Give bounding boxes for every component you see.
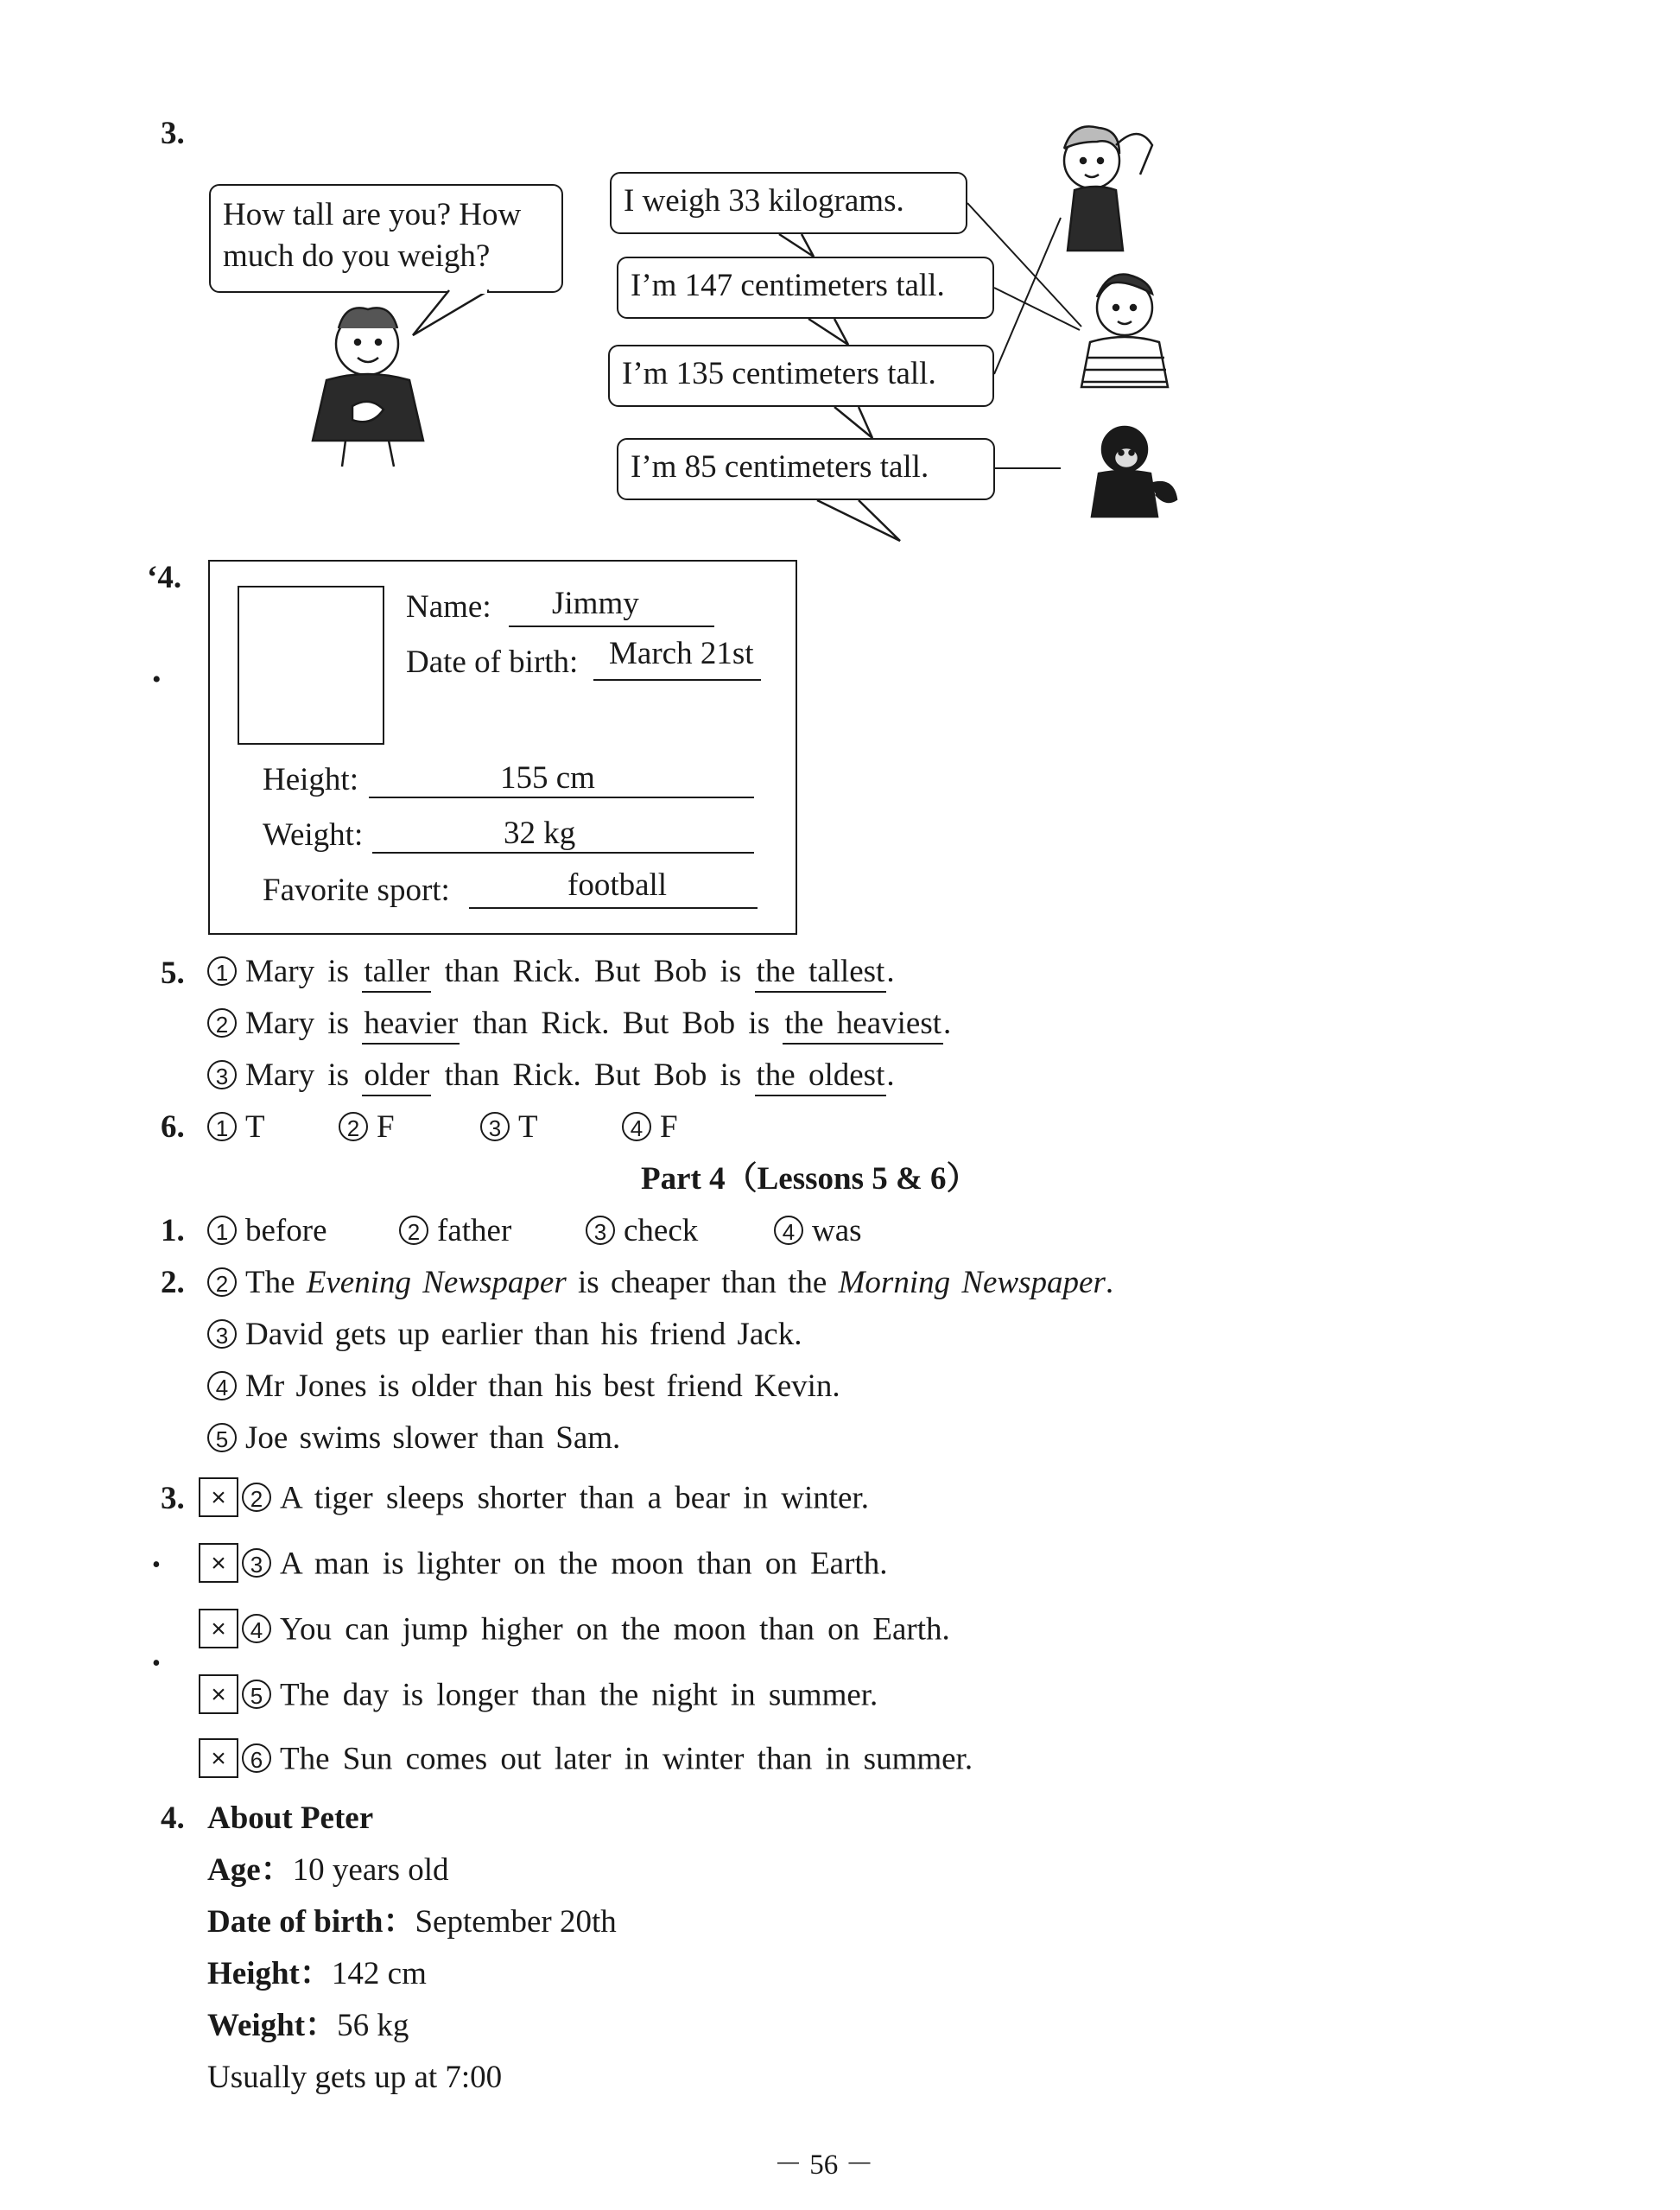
answer-bubble-1: I weigh 33 kilograms. xyxy=(610,172,967,234)
peter-note: Usually gets up at 7:00 xyxy=(207,2060,503,2095)
part4-question-4-number: 4. xyxy=(161,1800,185,1836)
answer-bubble-tail-1 xyxy=(779,234,814,257)
part-4-heading: Part 4（Lessons 5 & 6） xyxy=(641,1161,979,1197)
p4q3-item-3: × 4 You can jump higher on the moon than on Earth. xyxy=(199,1612,950,1652)
striped-shirt-boy-icon xyxy=(1081,275,1168,387)
p4q2-item-2: 3 David gets up earlier than his friend Jack. xyxy=(207,1318,802,1352)
peter-dob: Date of birth：September 20th xyxy=(207,1904,617,1940)
weight-label: Weight: xyxy=(263,817,364,853)
question-bubble-tail xyxy=(413,290,489,335)
dob-line xyxy=(593,679,761,681)
question-4-number: ‘4. xyxy=(147,560,182,595)
q6-item-4: 4 F xyxy=(622,1111,678,1145)
p4q3-item-2: × 3 A man is lighter on the moon than on Earth. xyxy=(199,1546,887,1586)
height-value: 155 cm xyxy=(500,760,595,796)
sport-label: Favorite sport: xyxy=(263,873,450,908)
photo-placeholder xyxy=(238,586,384,745)
margin-dot: • xyxy=(152,1552,161,1578)
profile-card xyxy=(208,560,797,935)
dob-value: March 21st xyxy=(609,636,754,671)
p4q1-item-2: 2 father xyxy=(399,1215,511,1248)
answer-bubble-tail-3 xyxy=(834,407,872,438)
match-line-1 xyxy=(967,203,1081,327)
question-line-2: much do you weigh? xyxy=(223,238,491,275)
dob-label: Date of birth: xyxy=(406,645,579,680)
p4q2-item-1: 2 The Evening Newspaper is cheaper than the Morning Newspaper. xyxy=(207,1267,1113,1300)
q5-item-1: 1 Mary is taller than Rick. But Bob is the tallest. xyxy=(207,956,895,989)
question-3-illustration xyxy=(0,0,1680,605)
cross-mark-box: × xyxy=(199,1674,238,1714)
peter-weight: Weight：56 kg xyxy=(207,2008,409,2043)
part4-question-1-number: 1. xyxy=(161,1213,185,1248)
margin-dot: • xyxy=(152,1650,161,1677)
answer-bubble-2: I’m 147 centimeters tall. xyxy=(617,257,994,319)
p4q3-item-1: × 2 A tiger sleeps shorter than a bear in winter. xyxy=(199,1481,869,1521)
weight-line xyxy=(372,852,754,854)
sport-line xyxy=(469,907,758,909)
q5-item-3: 3 Mary is older than Rick. But Bob is the oldest. xyxy=(207,1059,895,1093)
question-line-1: How tall are you? How xyxy=(223,197,522,232)
margin-dot: • xyxy=(152,665,162,694)
q6-item-2: 2 F xyxy=(339,1111,395,1145)
about-peter-title: About Peter xyxy=(207,1800,374,1836)
peter-height: Height：142 cm xyxy=(207,1956,427,1991)
circled-number: 2 xyxy=(207,1008,237,1038)
q6-item-3: 3 T xyxy=(480,1111,538,1145)
name-line xyxy=(509,626,714,627)
page-number: － 56 － xyxy=(774,2150,874,2181)
name-value: Jimmy xyxy=(552,586,639,621)
part4-question-2-number: 2. xyxy=(161,1265,185,1300)
q5-item-2: 2 Mary is heavier than Rick. But Bob is the heaviest. xyxy=(207,1007,951,1041)
question-6-number: 6. xyxy=(161,1109,185,1145)
cross-mark-box: × xyxy=(199,1609,238,1648)
cross-mark-box: × xyxy=(199,1477,238,1517)
height-line xyxy=(369,797,754,798)
p4q3-item-5: × 6 The Sun comes out later in winter than in summer. xyxy=(199,1742,973,1781)
p4q3-item-4: × 5 The day is longer than the night in summer. xyxy=(199,1678,878,1718)
circled-number: 3 xyxy=(207,1060,237,1089)
height-label: Height: xyxy=(263,762,358,797)
q6-item-1: 1 T xyxy=(207,1111,265,1145)
p4q1-item-3: 3 check xyxy=(586,1215,698,1248)
answer-bubble-tail-2 xyxy=(808,319,848,345)
part4-question-3-number: 3. xyxy=(161,1481,185,1516)
question-3-number: 3. xyxy=(161,116,185,151)
sport-value: football xyxy=(567,867,668,903)
answer-bubble-4: I’m 85 centimeters tall. xyxy=(617,438,995,500)
weight-value: 32 kg xyxy=(504,816,576,851)
cross-mark-box: × xyxy=(199,1543,238,1583)
cross-mark-box: × xyxy=(199,1738,238,1778)
p4q2-item-3: 4 Mr Jones is older than his best friend Kevin. xyxy=(207,1370,840,1404)
boy-figure-icon xyxy=(313,308,423,467)
circled-number: 1 xyxy=(207,956,237,986)
girl-figure-icon xyxy=(1064,126,1152,251)
name-label: Name: xyxy=(406,589,491,625)
answer-bubble-3: I’m 135 centimeters tall. xyxy=(608,345,994,407)
monkey-figure-icon xyxy=(1092,427,1176,517)
peter-age: Age：10 years old xyxy=(207,1852,449,1888)
answer-bubble-tail-4 xyxy=(817,500,900,541)
p4q1-item-1: 1 before xyxy=(207,1215,327,1248)
match-line-2 xyxy=(994,288,1080,330)
p4q2-item-4: 5 Joe swims slower than Sam. xyxy=(207,1422,620,1456)
p4q1-item-4: 4 was xyxy=(774,1215,862,1248)
question-5-number: 5. xyxy=(161,956,185,991)
match-line-3 xyxy=(994,218,1061,374)
